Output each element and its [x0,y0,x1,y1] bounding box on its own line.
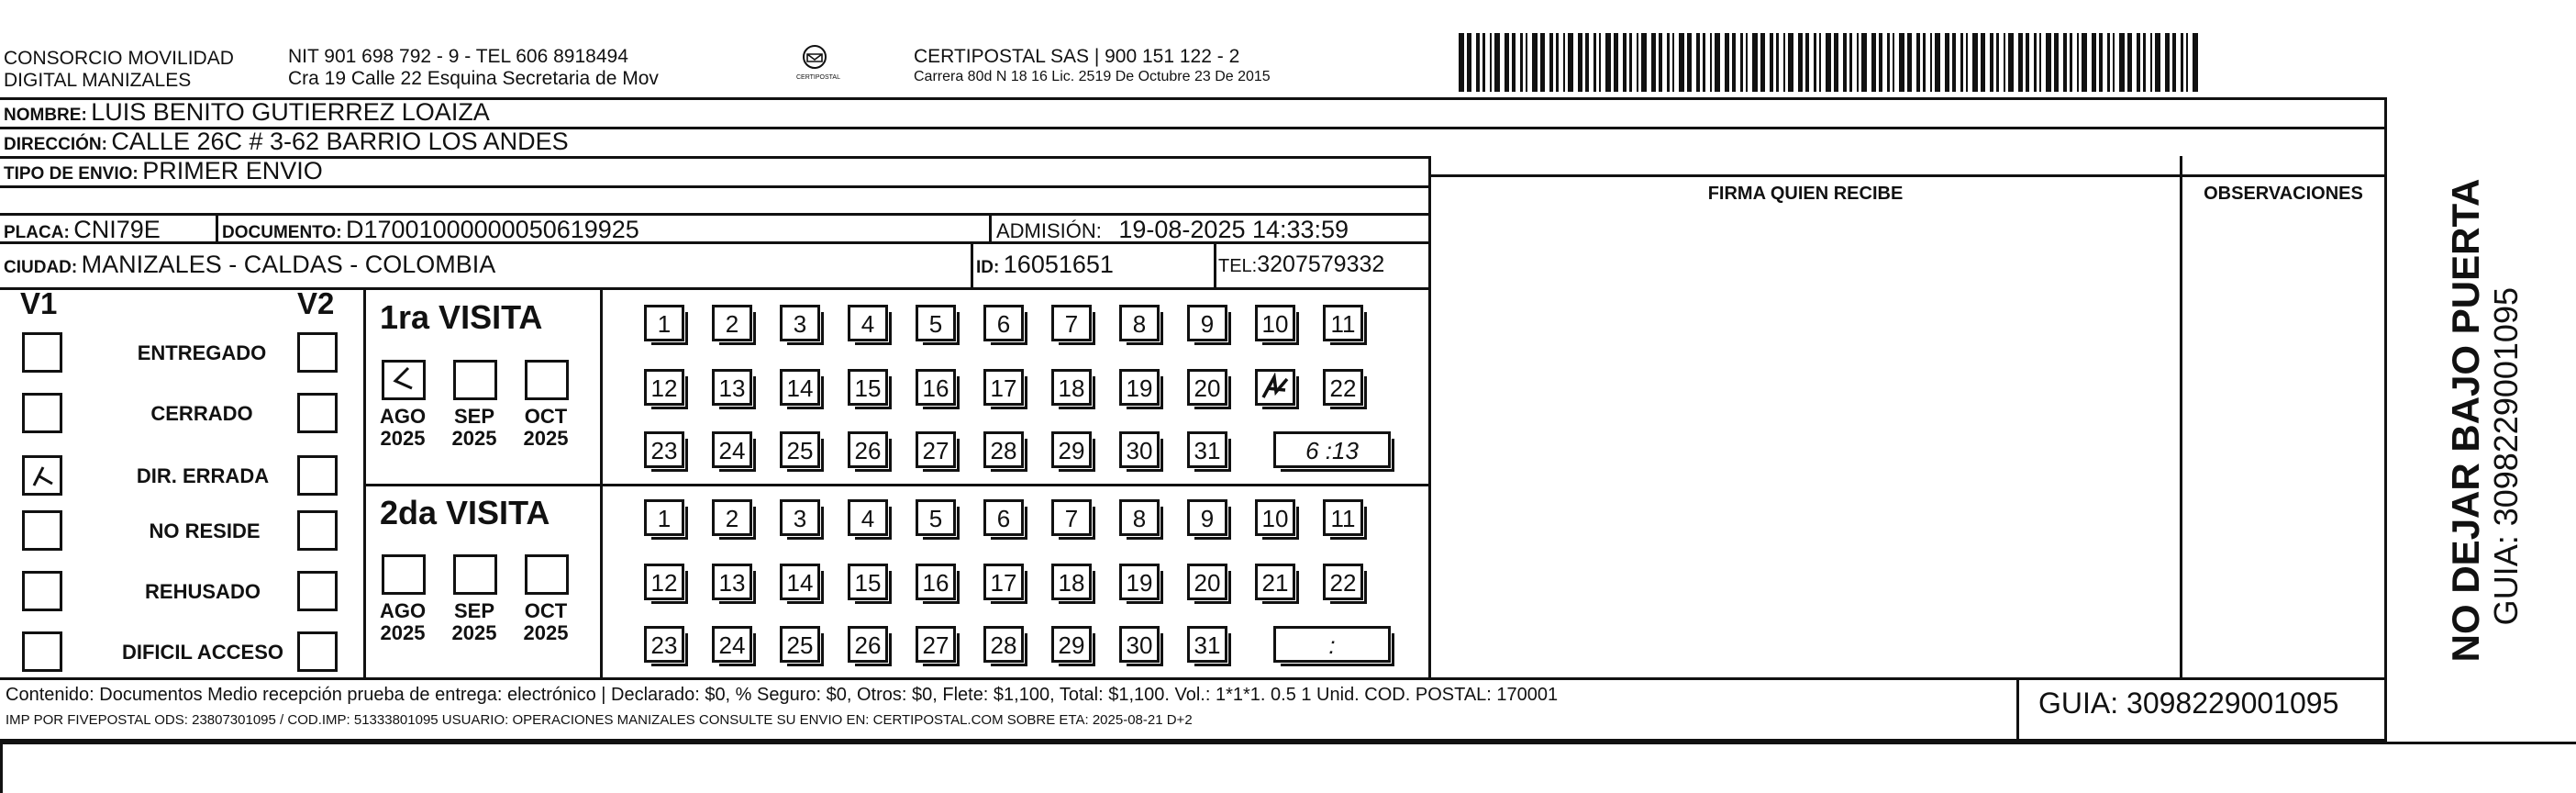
day-box[interactable]: 3 [780,305,820,341]
barcode-bar [2155,33,2160,92]
barcode-bar [1788,33,1793,92]
day-box[interactable]: 15 [848,369,888,406]
day-box[interactable]: 9 [1187,499,1227,536]
barcode-bar [1972,33,1978,92]
status-label: REHUSADO [145,580,261,603]
barcode-bar [1990,33,1993,92]
barcode-bar [1679,33,1684,92]
tel-label: TEL: [1218,256,1258,276]
ciudad-label: CIUDAD: [4,258,78,277]
barcode-bar [1887,33,1890,92]
barcode-bar [1605,33,1611,92]
barcode-bar [1814,33,1816,92]
ciudad-value: MANIZALES - CALDAS - COLOMBIA [81,251,496,278]
month-label: SEP [453,599,495,622]
barcode-bar [1482,33,1485,92]
barcode-bar [1861,33,1867,92]
day-box[interactable]: 1 [644,499,684,536]
day-box[interactable]: 18 [1051,564,1092,600]
barcode-bar [1899,33,1904,92]
v2-checkbox[interactable] [297,332,338,373]
column-divider [2180,156,2182,677]
barcode-bar [2039,33,2041,92]
barcode-bar [2092,33,2096,92]
column-divider [1428,156,1431,677]
v2-checkbox[interactable] [297,455,338,496]
month-label: OCT [524,599,568,622]
barcode-bar [1512,33,1516,92]
day-box[interactable]: 27 [916,431,956,468]
barcode-bar [1826,33,1831,92]
month-caption [442,600,506,644]
month-caption [514,600,578,644]
barcode-bar [1760,33,1765,92]
barcode-bar [2063,33,2067,92]
barcode-bar [1672,33,1674,92]
first-visit-title: 1ra VISITA [380,298,543,336]
tel-row [1218,250,1384,283]
barcode-bar [1857,33,1859,92]
guia-box: GUIA: 3098229001095 [2038,687,2339,720]
v2-label: V2 [297,286,335,320]
barcode-bar [1907,33,1912,92]
carrier-line: CERTIPOSTAL SAS | 900 151 122 - 2 [914,46,1240,67]
placa-label: PLACA: [4,223,70,242]
barcode-bar [1651,33,1656,92]
day-box[interactable]: 12 [644,369,684,406]
barcode-bar [2193,33,2198,92]
barcode-bar [2150,33,2152,92]
barcode-bar [2046,33,2051,92]
day-box[interactable]: 22 [1323,564,1363,600]
barcode-bar [1623,33,1627,92]
month-box[interactable] [382,360,426,400]
day-box[interactable]: 13 [712,369,752,406]
barcode-bar [1585,33,1589,92]
barcode-bar [1637,33,1638,92]
day-box[interactable]: 1 [644,305,684,341]
day-box[interactable]: 30 [1119,431,1160,468]
no-dejar-warning: NO DEJAR BAJO PUERTA [2444,178,2487,663]
v1-checkbox[interactable] [22,631,62,672]
id-label: ID: [976,258,1000,277]
barcode-bar [1981,33,1985,92]
barcode-bar [1893,33,1894,92]
barcode-bar [1732,33,1736,92]
day-box[interactable]: 19 [1119,369,1160,406]
barcode-bar [1776,33,1779,92]
barcode-bar [1710,33,1712,92]
firma-header: FIRMA QUIEN RECIBE [1707,184,1904,204]
barcode-bar [1843,33,1847,92]
day-box[interactable]: 18 [1051,369,1092,406]
month-label: SEP [453,405,495,428]
documento-value: D17001000000050619925 [346,216,639,243]
cell-divider [363,287,366,677]
barcode-bar [2018,33,2023,92]
consortium-name [4,48,234,92]
direccion-value: CALLE 26C # 3-62 BARRIO LOS ANDES [111,128,569,155]
carrier-info [914,46,1271,86]
status-label: ENTREGADO [137,341,267,364]
barcode-bar [1805,33,1809,92]
month-label: OCT [524,405,568,428]
year-label: 2025 [380,427,426,450]
second-visit-title: 2da VISITA [380,494,550,531]
barcode-bar [2172,33,2176,92]
admision-label: ADMISIÓN: [996,219,1102,242]
carrier-logo [796,44,840,82]
barcode-bar [1467,33,1471,92]
day-box[interactable]: 8 [1119,499,1160,536]
barcode-bar [1659,33,1662,92]
barcode-bar [1614,33,1618,92]
barcode-bar [1490,33,1492,92]
consortium-line-2: DIGITAL MANIZALES [4,70,192,91]
day-box[interactable]: 8 [1119,305,1160,341]
cell-divider [2016,677,2019,742]
barcode-bar [1935,33,1940,92]
row-divider [0,677,2387,680]
month-box[interactable] [525,360,569,400]
barcode-bar [1667,33,1670,92]
day-box[interactable]: 10 [1255,499,1295,536]
documento-row [222,215,639,249]
year-label: 2025 [380,621,426,644]
v1-checkbox[interactable] [22,332,62,373]
barcode-bar [1563,33,1565,92]
left-rule [0,742,3,793]
v1-checkbox[interactable] [22,571,62,611]
day-box[interactable]: 4 [848,305,888,341]
barcode-bar [1966,33,1968,92]
status-label: CERRADO [150,402,253,425]
barcode-bar [1960,33,1963,92]
cell-divider [216,213,218,241]
barcode-bar [1687,33,1692,92]
barcode-bar [2107,33,2110,92]
ciudad-row [4,250,495,284]
day-box[interactable]: 26 [848,626,888,663]
barcode-bar [2070,33,2072,92]
barcode-bar [1819,33,1821,92]
year-label: 2025 [523,621,569,644]
day-box[interactable]: 17 [983,564,1024,600]
barcode [1459,33,2204,92]
month-label: AGO [379,599,427,622]
year-label: 2025 [523,427,569,450]
day-box[interactable]: 3 [780,499,820,536]
barcode-bar [1945,33,1949,92]
year-label: 2025 [451,621,497,644]
day-box[interactable]: 11 [1323,305,1363,341]
month-label: AGO [379,405,427,428]
barcode-bar [1703,33,1705,92]
barcode-bar [2099,33,2103,92]
day-box[interactable]: 16 [916,564,956,600]
documento-label: DOCUMENTO: [222,223,342,242]
tipo-envio-label: TIPO DE ENVIO: [4,164,139,184]
status-label: NO RESIDE [149,519,261,542]
barcode-bar [1540,33,1545,92]
barcode-bar [1752,33,1758,92]
nombre-label: NOMBRE: [4,106,87,125]
status-label: DIR. ERRADA [136,464,270,487]
barcode-bar [1849,33,1852,92]
day-box[interactable]: 17 [983,369,1024,406]
v2-checkbox[interactable] [297,510,338,551]
day-box[interactable]: 21 [1255,564,1295,600]
envelope-logo-icon [801,44,828,70]
nombre-value: LUIS BENITO GUTIERREZ LOAIZA [91,98,490,126]
barcode-bar [2181,33,2183,92]
admision-row [996,215,1349,249]
barcode-bar [1599,33,1601,92]
year-label: 2025 [451,427,497,450]
day-box[interactable]: 12 [644,564,684,600]
barcode-bar [1930,33,1932,92]
cell-divider [989,213,992,241]
day-box[interactable]: 15 [848,564,888,600]
month-box[interactable] [453,554,497,595]
check-mark-icon [25,458,60,493]
check-mark-icon [384,363,423,397]
barcode-bar [1715,33,1720,92]
admision-value: 19-08-2025 14:33:59 [1118,216,1349,243]
day-box[interactable]: 14 [780,369,820,406]
barcode-bar [1593,33,1596,92]
barcode-bar [2082,33,2087,92]
month-caption [371,600,435,644]
barcode-bar [1746,33,1748,92]
day-box[interactable]: 13 [712,564,752,600]
barcode-bar [2127,33,2132,92]
month-caption [514,406,578,450]
barcode-bar [1770,33,1773,92]
day-box[interactable]: 29 [1051,626,1092,663]
side-guia: GUIA: 3098229001095 [2487,287,2525,626]
barcode-bar [1549,33,1553,92]
v1-checkbox[interactable] [22,455,62,496]
day-box[interactable]: 25 [780,431,820,468]
cell-divider [971,241,973,287]
barcode-bar [1879,33,1882,92]
placa-value: CNI79E [73,216,161,243]
barcode-bar [2143,33,2146,92]
tipo-envio-value: PRIMER ENVIO [142,157,323,184]
barcode-bar [1725,33,1729,92]
barcode-bar [1578,33,1582,92]
day-box[interactable]: 5 [916,499,956,536]
consortium-line-1: CONSORCIO MOVILIDAD [4,48,234,69]
id-row [976,250,1114,284]
day-box[interactable]: 2 [712,305,752,341]
barcode-bar [1526,33,1527,92]
day-box[interactable]: 20 [1187,369,1227,406]
tel-value: 3207579332 [1257,251,1385,277]
barcode-bar [2137,33,2140,92]
day-box[interactable]: 31 [1187,431,1227,468]
day-box[interactable]: 24 [712,626,752,663]
contenido-line: Contenido: Documentos Medio recepción prueba de entrega: electrónico | Declarado: $0, % Seguro: $0, Otros: $0, Flete: $1,100, Total: $1,100. Vol.: 1*1*1. 0.5 1 Unid. COD. POSTAL: 170001 [6,685,1559,705]
day-box[interactable]: 4 [848,499,888,536]
barcode-bar [1798,33,1803,92]
day-box[interactable]: 28 [983,431,1024,468]
day-box[interactable]: 26 [848,431,888,468]
day-box[interactable]: 19 [1119,564,1160,600]
day-box[interactable]: 29 [1051,431,1092,468]
barcode-bar [2186,33,2188,92]
day-box[interactable]: 11 [1323,499,1363,536]
day-box[interactable] [1255,369,1295,406]
barcode-bar [2004,33,2005,92]
imp-line: IMP POR FIVEPOSTAL ODS: 23807301095 / COD.IMP: 51333801095 USUARIO: OPERACIONES MANIZALES CONSULTE SU ENVIO EN: CERTIPOSTAL.COM SOBRE ETA: 2025-08-21 D+2 [6,712,1193,728]
barcode-bar [1532,33,1538,92]
barcode-bar [1952,33,1956,92]
sender-address: Cra 19 Calle 22 Esquina Secretaria de Mov [288,68,659,89]
day-box[interactable]: 2 [712,499,752,536]
barcode-bar [1494,33,1500,92]
day-box[interactable]: 27 [916,626,956,663]
v2-checkbox[interactable] [297,631,338,672]
v2-checkbox[interactable] [297,393,338,433]
logo-text: CERTIPOSTAL [796,74,840,81]
cell-divider [600,287,603,677]
time-box[interactable]: 6 :13 [1273,431,1391,468]
barcode-bar [1740,33,1743,92]
placa-row [4,215,161,249]
barcode-bar [1556,33,1559,92]
id-value: 16051651 [1003,251,1114,278]
day-mark-icon [1258,372,1293,403]
day-box[interactable]: 22 [1323,369,1363,406]
month-caption [371,406,435,450]
barcode-bar [1783,33,1785,92]
v1-checkbox[interactable] [22,393,62,433]
v2-checkbox[interactable] [297,571,338,611]
bottom-rule [0,742,2576,744]
month-box[interactable] [525,554,569,595]
day-box[interactable]: 16 [916,369,956,406]
barcode-bar [1476,33,1480,92]
direccion-label: DIRECCIÓN: [4,135,107,154]
barcode-bar [1834,33,1838,92]
month-box[interactable] [453,360,497,400]
day-box[interactable]: 24 [712,431,752,468]
barcode-bar [1641,33,1647,92]
barcode-bar [2054,33,2059,92]
day-box[interactable]: 31 [1187,626,1227,663]
barcode-bar [1923,33,1926,92]
day-box[interactable]: 7 [1051,305,1092,341]
nit-line: NIT 901 698 792 - 9 - TEL 606 8918494 [288,46,628,67]
day-box[interactable]: 7 [1051,499,1092,536]
day-box[interactable]: 14 [780,564,820,600]
barcode-bar [1629,33,1632,92]
day-box[interactable]: 6 [983,499,1024,536]
side-text [2446,179,2526,663]
day-box[interactable]: 9 [1187,305,1227,341]
day-box[interactable]: 5 [916,305,956,341]
barcode-bar [2165,33,2170,92]
tipo-envio-row [4,156,323,190]
day-box[interactable]: 28 [983,626,1024,663]
barcode-bar [1696,33,1700,92]
status-label: DIFICIL ACCESO [121,641,283,664]
barcode-bar [1871,33,1876,92]
barcode-bar [2113,33,2115,92]
barcode-bar [1916,33,1920,92]
day-box[interactable]: 30 [1119,626,1160,663]
barcode-bar [2008,33,2014,92]
barcode-bar [2034,33,2037,92]
barcode-bar [2077,33,2079,92]
barcode-bar [2026,33,2029,92]
day-box[interactable]: 6 [983,305,1024,341]
v1-checkbox[interactable] [22,510,62,551]
day-box[interactable]: 23 [644,626,684,663]
v1-label: V1 [20,286,58,320]
day-box[interactable]: 10 [1255,305,1295,341]
time-box[interactable]: : [1273,626,1391,663]
sender-info [288,46,659,90]
barcode-bar [1568,33,1573,92]
visit-divider [363,484,1431,486]
carrier-license: Carrera 80d N 18 16 Lic. 2519 De Octubre 23 De 2015 [914,69,1271,84]
barcode-bar [1505,33,1509,92]
barcode-bar [2119,33,2125,92]
day-box[interactable]: 20 [1187,564,1227,600]
barcode-bar [1996,33,1999,92]
barcode-bar [1459,33,1464,92]
observaciones-header: OBSERVACIONES [2204,184,2363,204]
month-caption [442,406,506,450]
day-box[interactable]: 25 [780,626,820,663]
month-box[interactable] [382,554,426,595]
day-box[interactable]: 23 [644,431,684,468]
row-divider [0,287,1431,290]
barcode-bar [1520,33,1523,92]
